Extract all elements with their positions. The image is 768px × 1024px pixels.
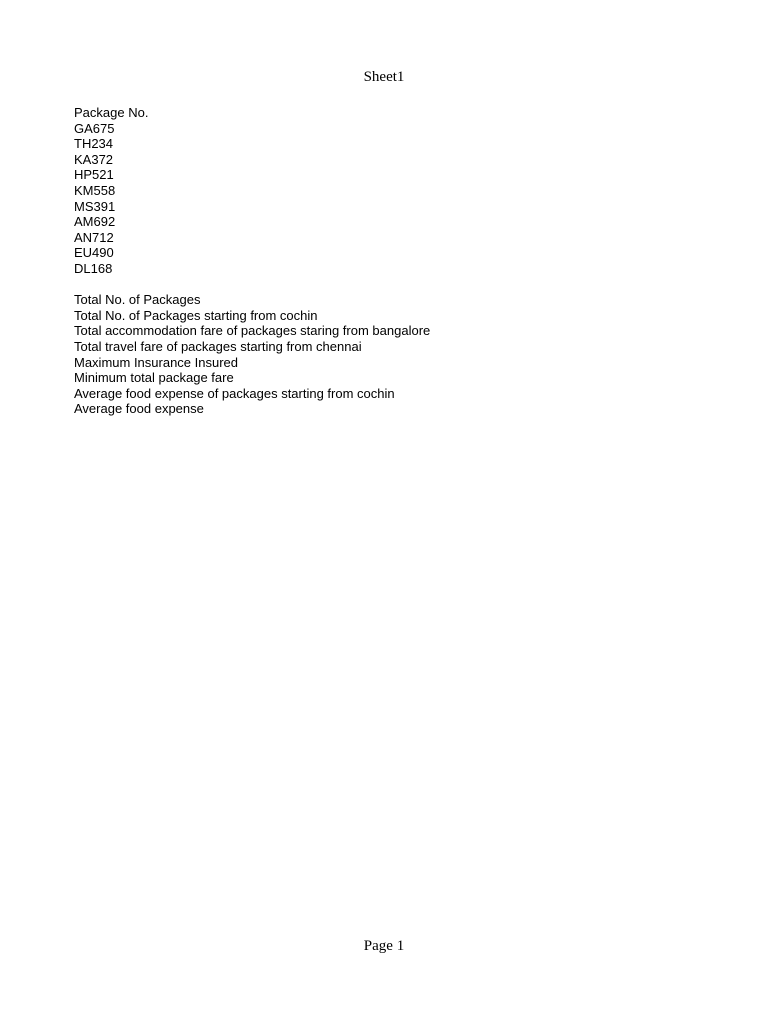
package-row: AM692 — [74, 214, 116, 230]
summary-label-total-packages-cochin: Total No. of Packages starting from cochin — [74, 307, 318, 323]
package-row: HP521 — [74, 167, 114, 183]
package-row: MS391 — [74, 198, 116, 214]
blank-row — [74, 277, 694, 293]
summary-label-total-packages: Total No. of Packages — [74, 292, 201, 308]
package-row: GA675 — [74, 120, 115, 136]
summary-label-min-package-fare: Minimum total package fare — [74, 370, 234, 386]
page-footer: Page 1 — [363, 938, 405, 954]
summary-label-max-insurance: Maximum Insurance Insured — [74, 354, 239, 370]
package-list — [74, 121, 694, 277]
page-header: Sheet1 — [363, 69, 405, 85]
package-row: DL168 — [74, 260, 113, 276]
package-row: KM558 — [74, 182, 116, 198]
summary-label-avg-food: Average food expense — [74, 401, 204, 417]
column-header-package-no: Package No. — [74, 105, 149, 120]
package-row: KA372 — [74, 151, 114, 167]
sheet-content — [74, 105, 694, 417]
summary-label-travel-fare-chennai: Total travel fare of packages starting from chennai — [74, 338, 362, 354]
summary-label-accommodation-fare-bangalore: Total accommodation fare of packages staring from bangalore — [74, 323, 431, 339]
package-row: EU490 — [74, 245, 114, 261]
summary-label-avg-food-cochin: Average food expense of packages starting from cochin — [74, 385, 395, 401]
package-row: TH234 — [74, 136, 114, 152]
summary-list — [74, 292, 694, 417]
package-row: AN712 — [74, 229, 114, 245]
